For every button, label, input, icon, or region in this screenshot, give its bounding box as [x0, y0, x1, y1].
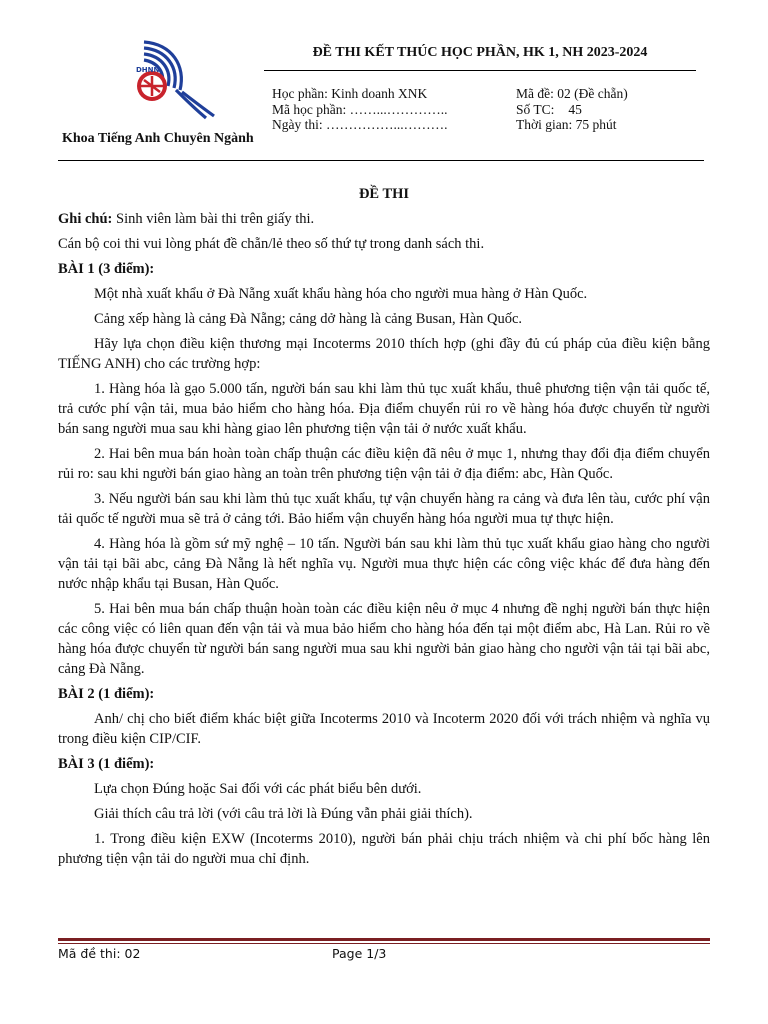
course-name: Học phần: Kinh doanh XNK [272, 86, 428, 101]
credits-value: 45 [568, 101, 582, 117]
section-3-title: BÀI 3 (1 điểm): [58, 756, 155, 772]
section-2-title: BÀI 2 (1 điểm): [58, 686, 155, 702]
course-info [272, 86, 448, 133]
section-1-title: BÀI 1 (3 điểm): [58, 261, 155, 277]
section-3-paragraph: Lựa chọn Đúng hoặc Sai đối với các phát biểu bên dưới. [94, 781, 422, 797]
note-text: Sinh viên làm bài thi trên giấy thi. [112, 211, 315, 227]
footer-page-number: Page 1/3 [332, 946, 387, 961]
footer-rule [58, 938, 710, 941]
credits [516, 102, 628, 118]
exam-heading: ĐỀ THI [358, 186, 410, 202]
footer-exam-code: Mã đề thi: 02 [58, 946, 141, 961]
section-3-question: 1. Trong điều kiện EXW (Incoterms 2010), người bán phải chịu trách nhiệm và chi phí bốc hàng lên phương tiện vận tải do người mua chỉ định. [58, 831, 710, 867]
exam-duration: Thời gian: 75 phút [516, 117, 617, 132]
exam-title: ĐỀ THI KẾT THÚC HỌC PHẦN, HK 1, NH 2023-2024 [312, 45, 648, 60]
section-1-question: 3. Nếu người bán sau khi làm thủ tục xuất khẩu, tự vận chuyển hàng ra cảng và đưa lên tàu, cước phí vận tải quốc tế người mua sẽ trả ở cảng tới. Bảo hiểm vận chuyển hàng hóa người mua tự thực hiện. [58, 491, 710, 527]
exam-date: Ngày thi: ……………...………. [272, 117, 448, 132]
section-1-paragraph: Cảng xếp hàng là cảng Đà Nẵng; cảng dở hàng là cảng Busan, Hàn Quốc. [94, 311, 523, 327]
section-1-question: 4. Hàng hóa là gồm sứ mỹ nghệ – 10 tấn. Người bán sau khi làm thủ tục xuất khẩu giao hàng cho người vận tải tại bãi abc, cảng Đà Nẵng là hết nghĩa vụ. Người mua thực hiện các công việc khác để đưa hàng đến nước nhập khẩu tại Busan, Hàn Quốc. [58, 536, 710, 592]
credits-label: Số TC: [516, 101, 555, 117]
section-2-paragraph: Anh/ chị cho biết điểm khác biệt giữa Incoterms 2010 và Incoterm 2020 đối với trách nhiệm và nghĩa vụ trong điều kiện CIP/CIF. [58, 711, 710, 747]
section-1-question: 5. Hai bên mua bán chấp thuận hoàn toàn các điều kiện nêu ở mục 4 nhưng đề nghị người bán thực hiện các công việc có liên quan đến vận tải và mua bảo hiểm cho hàng hóa đến tại một điểm abc, Hà Lan. Rủi ro về hàng hóa được chuyển từ người bán sang người mua sau khi người bản giao hàng cho người vận tải tại bãi abc, cảng Đà Nẵng. [58, 601, 710, 677]
title-rule [264, 70, 696, 71]
exam-code: Mã đề: 02 (Đề chẵn) [516, 86, 628, 101]
course-code: Mã học phần: ……...………….. [272, 101, 448, 117]
note-label: Ghi chú: [58, 211, 113, 227]
exam-content [58, 184, 710, 874]
note [58, 209, 710, 229]
section-1-paragraph: Một nhà xuất khẩu ở Đà Nẵng xuất khẩu hàng hóa cho người mua hàng ở Hàn Quốc. [94, 286, 588, 302]
section-3-paragraph: Giải thích câu trả lời (với câu trả lời là Đúng vẫn phải giải thích). [94, 806, 473, 822]
logo-text: DHNN [136, 66, 160, 74]
section-1-question: 2. Hai bên mua bán hoàn toàn chấp thuận các điều kiện đã nêu ở mục 1, nhưng thay đổi địa điểm chuyển rủi ro: sau khi người bán giao hàng an toàn trên phương tiện vận tải ở địa điểm: abc, Hàn Quốc. [58, 446, 710, 482]
department-name: Khoa Tiếng Anh Chuyên Ngành [62, 131, 254, 146]
exam-info [516, 86, 628, 133]
section-1-paragraph: Hãy lựa chọn điều kiện thương mại Incoterms 2010 thích hợp (ghi đầy đủ cú pháp của điều kiện bằng TIẾNG ANH) cho các trường hợp: [58, 336, 710, 372]
university-logo [100, 36, 222, 122]
header-rule [58, 160, 704, 161]
proctor-instruction: Cán bộ coi thi vui lòng phát đề chẵn/lẻ theo số thứ tự trong danh sách thi. [58, 236, 485, 252]
section-1-question: 1. Hàng hóa là gạo 5.000 tấn, người bán sau khi làm thủ tục xuất khẩu, thuê phương tiện vận tải quốc tế, trả cước phí vận tải, mua bảo hiểm cho hàng hóa. Địa điểm chuyển rủi ro về hàng hóa được chuyển từ người bán sang người mua sau khi hàng giao lên phương tiện vận tải ở nước xuất khẩu. [58, 381, 710, 437]
footer-rule-thin [58, 943, 710, 944]
